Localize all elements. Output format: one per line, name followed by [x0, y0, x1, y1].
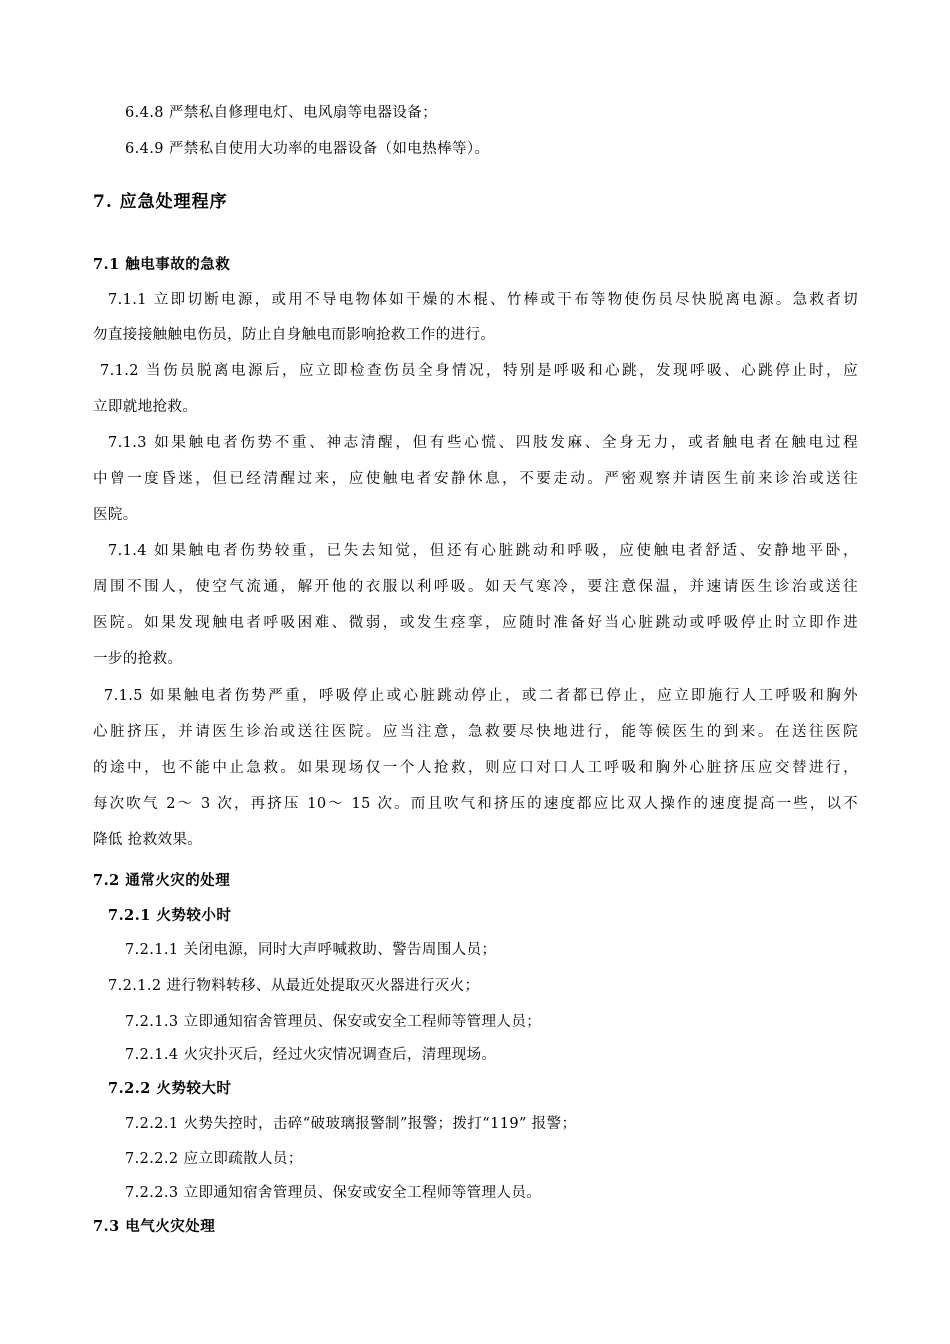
paragraph-7-1-5-line-3: 的途中，也不能中止急救。如果现场仅一个人抢救，则应口对口人工呼吸和胸外心脏挤压应交替进行， — [93, 760, 858, 776]
paragraph-7-1-2-line-1: 7.1.2 当伤员脱离电源后，应立即检查伤员全身情况，特别是呼吸和心跳，发现呼吸、心跳停止时，应 — [100, 363, 858, 379]
clause-6-4-8: 6.4.8 严禁私自修理电灯、电风扇等电器设备； — [125, 105, 438, 121]
section-heading-7-2: 7.2 通常火灾的处理 — [93, 872, 231, 889]
paragraph-7-1-3-line-1: 7.1.3 如果触电者伤势不重、神志清醒，但有些心慌、四肢发麻、全身无力，或者触电者在触电过程 — [108, 435, 858, 451]
paragraph-7-1-4-line-2: 周围不围人，使空气流通，解开他的衣服以利呼吸。如天气寒冷，要注意保温，并速请医生诊治或送往 — [93, 579, 858, 595]
paragraph-7-1-4-line-4: 一步的抢救。 — [93, 651, 183, 667]
paragraph-7-1-5-line-4: 每次吹气 2～ 3 次，再挤压 10～ 15 次。而且吹气和挤压的速度都应比双人操作的速度提高一些，以不 — [93, 796, 858, 812]
paragraph-7-1-3-line-3: 医院。 — [93, 507, 138, 523]
paragraph-7-1-4-line-3: 医院。如果发现触电者呼吸困难、微弱，或发生痉挛，应随时准备好当心脏跳动或呼吸停止时立即作进 — [93, 615, 858, 631]
paragraph-7-1-2-line-2: 立即就地抢救。 — [93, 399, 198, 415]
paragraph-7-1-5-line-5: 降低 抢救效果。 — [93, 832, 203, 848]
paragraph-7-1-4-line-1: 7.1.4 如果触电者伤势较重，已失去知觉，但还有心脏跳动和呼吸，应使触电者舒适、安静地平卧， — [108, 543, 858, 559]
paragraph-7-1-3-line-2: 中曾一度昏迷，但已经清醒过来，应使触电者安静休息，不要走动。严密观察并请医生前来诊治或送往 — [93, 471, 858, 487]
clause-6-4-9: 6.4.9 严禁私自使用大功率的电器设备（如电热棒等）。 — [125, 141, 490, 157]
clause-7-2-1-4: 7.2.1.4 火灾扑灭后，经过火灾情况调查后，清理现场。 — [125, 1047, 497, 1063]
section-heading-7-1: 7.1 触电事故的急救 — [93, 256, 231, 273]
clause-7-2-1-1: 7.2.1.1 关闭电源，同时大声呼喊救助、警告周围人员； — [125, 942, 497, 958]
paragraph-7-1-1-line-1: 7.1.1 立即切断电源，或用不导电物体如干燥的木棍、竹棒或干布等物使伤员尽快脱离电源。急救者切 — [108, 292, 858, 308]
clause-7-2-1-3: 7.2.1.3 立即通知宿舍管理员、保安或安全工程师等管理人员； — [125, 1014, 542, 1030]
clause-7-2-1-2: 7.2.1.2 进行物料转移、从最近处提取灭火器进行灭火； — [108, 978, 480, 994]
subsection-heading-7-2-1: 7.2.1 火势较小时 — [108, 907, 232, 924]
clause-7-2-2-2: 7.2.2.2 应立即疏散人员； — [125, 1151, 303, 1167]
clause-7-2-2-1: 7.2.2.1 火势失控时，击碎“破玻璃报警制”报警；拨打“119” 报警； — [125, 1116, 577, 1132]
paragraph-7-1-5-line-1: 7.1.5 如果触电者伤势严重，呼吸停止或心脏跳动停止，或二者都已停止，应立即施行人工呼吸和胸外 — [104, 688, 858, 704]
section-heading-7: 7. 应急处理程序 — [93, 192, 228, 212]
paragraph-7-1-5-line-2: 心脏挤压，并请医生诊治或送往医院。应当注意，急救要尽快地进行，能等候医生的到来。在送往医院 — [93, 724, 858, 740]
section-heading-7-3: 7.3 电气火灾处理 — [93, 1218, 216, 1235]
clause-7-2-2-3: 7.2.2.3 立即通知宿舍管理员、保安或安全工程师等管理人员。 — [125, 1185, 542, 1201]
paragraph-7-1-1-line-2: 勿直接接触触电伤员，防止自身触电而影响抢救工作的进行。 — [93, 327, 496, 343]
subsection-heading-7-2-2: 7.2.2 火势较大时 — [108, 1080, 232, 1097]
